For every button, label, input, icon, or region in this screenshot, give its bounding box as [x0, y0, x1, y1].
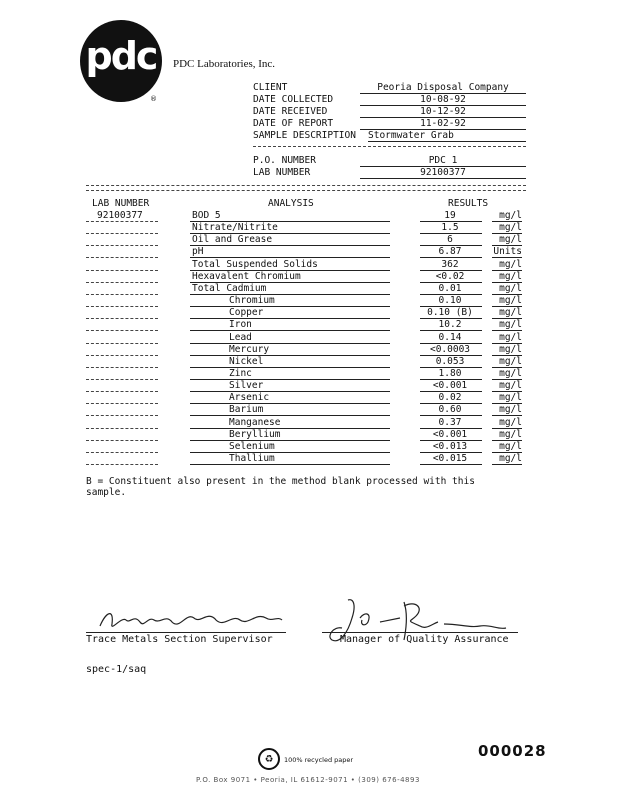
- table-row-rule: [420, 464, 482, 465]
- table-row-unit: mg/l: [499, 392, 522, 403]
- qa-manager-title: Manager of Quality Assurance: [340, 634, 509, 645]
- table-row-unit: mg/l: [499, 441, 522, 452]
- table-row-rule: [86, 318, 158, 319]
- table-row-unit: Units: [493, 246, 522, 257]
- table-row-value: 0.02: [438, 392, 462, 403]
- table-row-value: 10.2: [438, 319, 462, 330]
- table-row-rule: [86, 355, 158, 356]
- table-row-value: 0.053: [435, 356, 465, 367]
- col-header-lab-number: LAB NUMBER: [92, 198, 150, 209]
- method-blank-note: B = Constituent also present in the method blank processed with this sample.: [86, 476, 475, 498]
- table-row-unit: mg/l: [499, 283, 522, 294]
- table-row-unit: mg/l: [499, 404, 522, 415]
- registered-mark: ®: [150, 95, 157, 103]
- document-number: 000028: [478, 742, 547, 760]
- table-row-rule: [190, 391, 390, 392]
- table-row-unit: mg/l: [499, 453, 522, 464]
- table-row-unit: mg/l: [499, 210, 522, 221]
- table-row-unit: mg/l: [499, 417, 522, 428]
- table-row-analysis: Zinc: [229, 368, 252, 379]
- qa-manager-signature: [320, 596, 510, 656]
- table-row-rule: [190, 294, 390, 295]
- company-name: PDC Laboratories, Inc.: [173, 58, 276, 70]
- table-row-analysis: Iron: [229, 319, 252, 330]
- header-field-value: 10-12-92: [360, 106, 526, 118]
- table-row-unit: mg/l: [499, 332, 522, 343]
- table-row-analysis: Mercury: [229, 344, 270, 355]
- table-row-unit: mg/l: [499, 356, 522, 367]
- header-field-label: LAB NUMBER: [253, 167, 311, 178]
- table-row-analysis: Copper: [229, 307, 264, 318]
- table-row-value: <0.001: [432, 380, 468, 391]
- table-row-rule: [420, 330, 482, 331]
- table-row-rule: [190, 306, 390, 307]
- table-row-unit: mg/l: [499, 259, 522, 270]
- table-row-rule: [86, 233, 158, 234]
- table-row-unit: mg/l: [499, 344, 522, 355]
- table-row-rule: [190, 355, 390, 356]
- table-row-analysis: Total Cadmium: [192, 283, 267, 294]
- table-row-value: <0.015: [432, 453, 468, 464]
- header-field-label: DATE RECEIVED: [253, 106, 328, 117]
- table-row-value: 0.10: [438, 295, 462, 306]
- table-row-rule: [86, 270, 158, 271]
- table-row-rule: [86, 221, 158, 222]
- blank-rule: [253, 146, 526, 147]
- logo-text: pdc: [85, 34, 157, 78]
- table-row-rule: [492, 415, 522, 416]
- table-row-rule: [190, 464, 390, 465]
- table-row-unit: mg/l: [499, 380, 522, 391]
- header-field-label: CLIENT: [253, 82, 288, 93]
- table-row-rule: [86, 403, 158, 404]
- table-row-rule: [190, 440, 390, 441]
- table-row-value: 0.01: [438, 283, 462, 294]
- footer-address: P.O. Box 9071 • Peoria, IL 61612-9071 • (309) 676-4893: [196, 776, 420, 784]
- table-row-unit: mg/l: [499, 295, 522, 306]
- table-row-value: 0.37: [438, 417, 462, 428]
- table-row-analysis: Lead: [229, 332, 252, 343]
- table-row-rule: [190, 343, 390, 344]
- table-row-value: 19: [444, 210, 456, 221]
- table-row-rule: [86, 464, 158, 465]
- table-row-unit: mg/l: [499, 429, 522, 440]
- recycled-paper-note: 100% recycled paper: [284, 756, 354, 764]
- header-field-label: DATE OF REPORT: [253, 118, 334, 129]
- table-row-value: 0.60: [438, 404, 462, 415]
- table-row-rule: [492, 330, 522, 331]
- table-row-rule: [420, 257, 482, 258]
- table-row-value: 1.5: [441, 222, 459, 233]
- table-row-rule: [190, 330, 390, 331]
- table-row-value: <0.0003: [429, 344, 471, 355]
- table-row-rule: [420, 415, 482, 416]
- separator-line: [86, 190, 526, 191]
- table-row-rule: [86, 391, 158, 392]
- table-row-value: <0.001: [432, 429, 468, 440]
- table-row-rule: [492, 257, 522, 258]
- signature-line-left: [86, 632, 286, 633]
- header-field-value: Peoria Disposal Company: [360, 82, 526, 94]
- separator-line: [86, 185, 526, 186]
- table-row-rule: [190, 318, 390, 319]
- supervisor-title: Trace Metals Section Supervisor: [86, 634, 273, 645]
- table-row-value: <0.02: [435, 271, 465, 282]
- table-row-rule: [86, 343, 158, 344]
- table-row-rule: [190, 428, 390, 429]
- table-row-rule: [190, 257, 390, 258]
- table-row-analysis: Selenium: [229, 441, 275, 452]
- table-row-unit: mg/l: [499, 222, 522, 233]
- table-row-unit: mg/l: [499, 319, 522, 330]
- col-header-results: RESULTS: [448, 198, 489, 209]
- table-row-analysis: Barium: [229, 404, 264, 415]
- table-row-value: 6: [447, 234, 453, 245]
- table-row-rule: [190, 379, 390, 380]
- header-field-label: DATE COLLECTED: [253, 94, 334, 105]
- table-row-rule: [190, 403, 390, 404]
- table-row-analysis: Oil and Grease: [192, 234, 273, 245]
- table-row-rule: [86, 245, 158, 246]
- table-row-analysis: Manganese: [229, 417, 281, 428]
- signature-line-right: [322, 632, 518, 633]
- table-lab-number: 92100377: [97, 210, 143, 221]
- table-row-rule: [86, 452, 158, 453]
- header-field-value: PDC 1: [360, 155, 526, 167]
- table-row-value: 6.87: [438, 246, 462, 257]
- table-row-analysis: Chromium: [229, 295, 275, 306]
- table-row-value: 1.80: [438, 368, 462, 379]
- table-row-analysis: BOD 5: [192, 210, 221, 221]
- table-row-unit: mg/l: [499, 271, 522, 282]
- table-row-analysis: Nickel: [229, 356, 264, 367]
- table-row-rule: [86, 415, 158, 416]
- table-row-rule: [86, 440, 158, 441]
- table-row-value: 0.10 (B): [427, 307, 473, 318]
- header-field-label: P.O. NUMBER: [253, 155, 316, 166]
- table-row-analysis: Beryllium: [229, 429, 281, 440]
- table-row-rule: [190, 452, 390, 453]
- table-row-rule: [86, 330, 158, 331]
- table-row-rule: [492, 464, 522, 465]
- table-row-unit: mg/l: [499, 368, 522, 379]
- header-field-value: Stormwater Grab: [368, 130, 526, 142]
- table-row-analysis: Hexavalent Chromium: [192, 271, 301, 282]
- table-row-unit: mg/l: [499, 307, 522, 318]
- header-field-value: 92100377: [360, 167, 526, 179]
- table-row-analysis: Arsenic: [229, 392, 270, 403]
- table-row-analysis: Silver: [229, 380, 264, 391]
- table-row-rule: [86, 257, 158, 258]
- col-header-analysis: ANALYSIS: [268, 198, 314, 209]
- table-row-rule: [86, 294, 158, 295]
- table-row-rule: [86, 428, 158, 429]
- table-row-value: <0.013: [432, 441, 468, 452]
- header-field-value: 11-02-92: [360, 118, 526, 130]
- table-row-analysis: Thallium: [229, 453, 275, 464]
- table-row-unit: mg/l: [499, 234, 522, 245]
- table-row-rule: [190, 367, 390, 368]
- header-field-value: 10-08-92: [360, 94, 526, 106]
- header-field-label: SAMPLE DESCRIPTION: [253, 130, 356, 141]
- table-row-rule: [86, 282, 158, 283]
- table-row-analysis: pH: [192, 246, 204, 257]
- table-row-analysis: Nitrate/Nitrite: [192, 222, 278, 233]
- table-row-rule: [86, 379, 158, 380]
- table-row-rule: [190, 245, 390, 246]
- recycle-icon: ♻: [258, 748, 280, 770]
- table-row-rule: [86, 367, 158, 368]
- table-row-rule: [190, 415, 390, 416]
- table-row-value: 0.14: [438, 332, 462, 343]
- typist-initials: spec-1/saq: [86, 664, 147, 675]
- table-row-rule: [86, 306, 158, 307]
- table-row-value: 362: [441, 259, 459, 270]
- table-row-analysis: Total Suspended Solids: [192, 259, 318, 270]
